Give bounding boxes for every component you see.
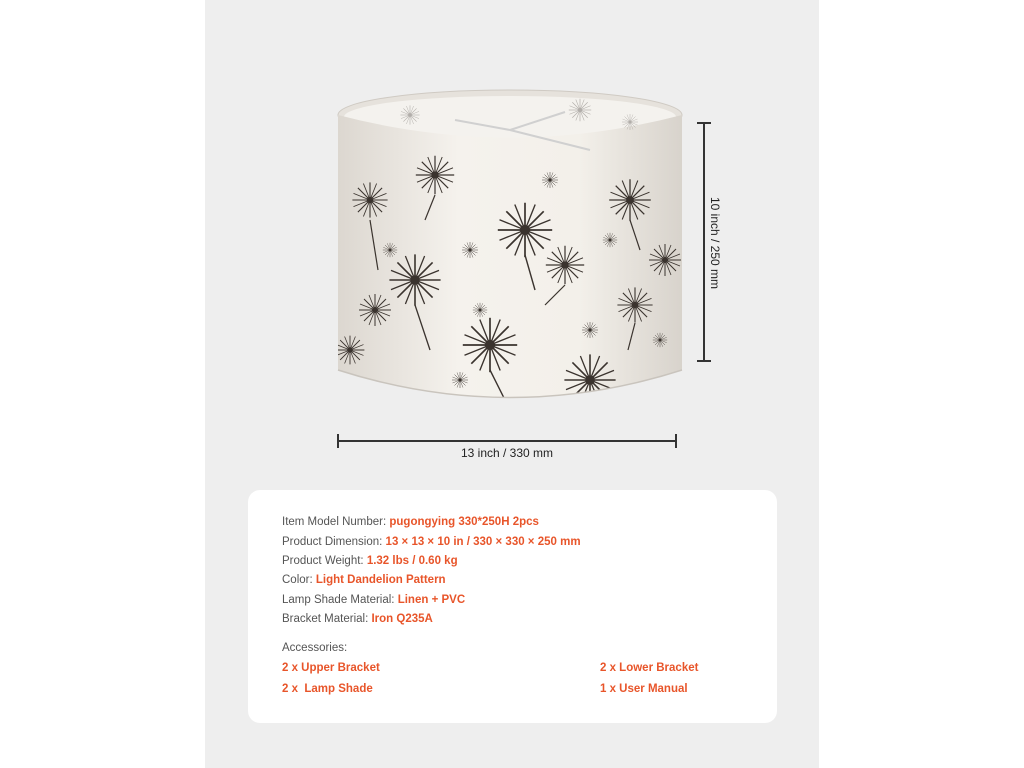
spec-bracket-material — [282, 613, 433, 625]
spec-color — [282, 574, 446, 586]
accessory-item: 2 x Upper Bracket — [282, 662, 380, 674]
dandelion-lampshade-icon — [330, 80, 690, 430]
spec-card — [248, 490, 777, 723]
spec-value: Light Dandelion Pattern — [315, 574, 446, 586]
spec-value: 13 × 13 × 10 in / 330 × 330 × 250 mm — [385, 536, 581, 548]
spec-label: Item Model Number: — [282, 516, 390, 528]
spec-label: Product Dimension: — [282, 536, 386, 548]
spec-label: Product Weight: — [282, 555, 367, 567]
height-dimension-label: 10 inch / 250 mm — [708, 196, 722, 290]
accessories-title: Accessories: — [282, 642, 348, 654]
spec-label: Lamp Shade Material: — [282, 594, 398, 606]
spec-product-dimension — [282, 536, 581, 548]
spec-value: Linen + PVC — [397, 594, 466, 606]
spec-product-weight — [282, 555, 458, 567]
width-dimension-label: 13 inch / 330 mm — [460, 446, 554, 460]
spec-shade-material — [282, 594, 465, 606]
accessory-item: 2 x Lamp Shade — [282, 683, 373, 695]
lamp-shade-image — [330, 80, 690, 430]
spec-value: pugongying 330*250H 2pcs — [389, 516, 539, 528]
spec-value: Iron Q235A — [371, 613, 433, 625]
spec-value: 1.32 lbs / 0.60 kg — [366, 555, 458, 567]
spec-model-number — [282, 516, 539, 528]
accessory-item: 1 x User Manual — [600, 683, 688, 695]
spec-label: Bracket Material: — [282, 613, 372, 625]
spec-label: Color: — [282, 574, 316, 586]
accessory-item: 2 x Lower Bracket — [600, 662, 699, 674]
